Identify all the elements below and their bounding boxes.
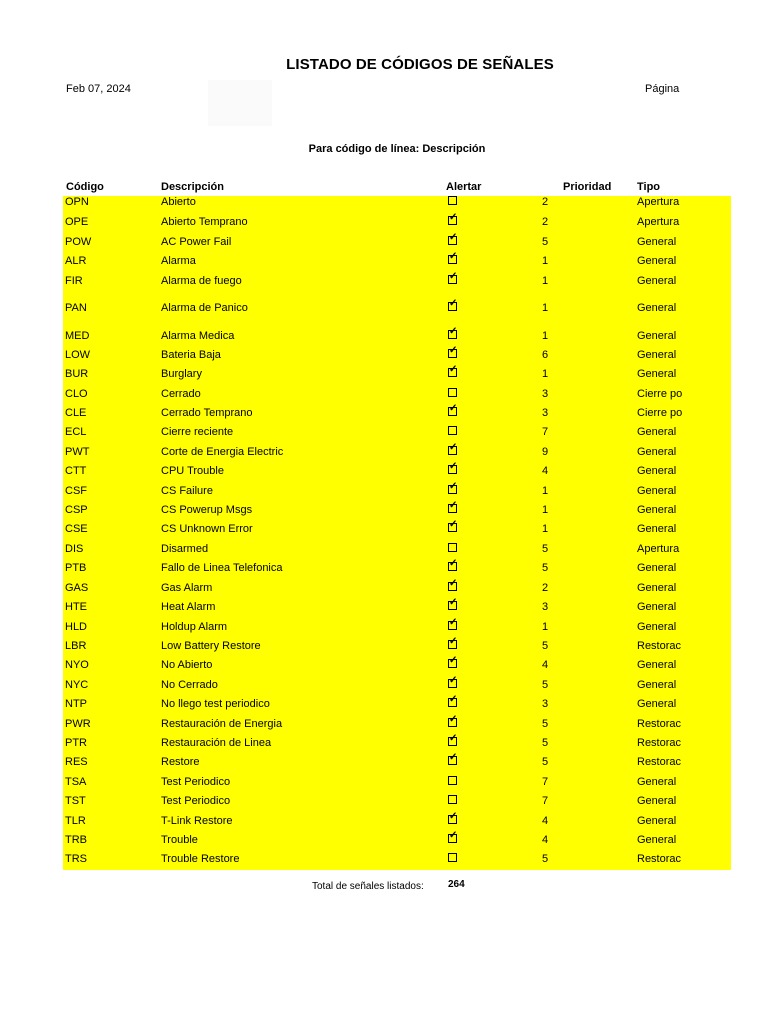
checked-checkbox-icon: ✓: [449, 597, 458, 608]
type-cell: General: [637, 601, 677, 613]
table-row: [63, 714, 731, 732]
type-cell: General: [637, 302, 677, 314]
type-cell: Restorac: [637, 737, 682, 749]
checked-checkbox-icon: ✓: [449, 403, 458, 414]
type-cell: Apertura: [637, 196, 680, 208]
table-row: [63, 232, 731, 250]
priority-cell: 3: [542, 601, 549, 613]
table-row: [63, 519, 731, 537]
empty-checkbox-icon: [448, 853, 457, 862]
code-cell: ALR: [65, 255, 87, 267]
table-row: [63, 251, 731, 269]
empty-checkbox-icon: [448, 426, 457, 435]
type-cell: General: [637, 523, 677, 535]
checked-checkbox-icon: ✓: [449, 364, 458, 375]
description-cell: Test Periodico: [161, 795, 231, 807]
code-cell: TST: [65, 795, 86, 807]
table-row: [63, 426, 731, 440]
code-cell: CSF: [65, 485, 87, 497]
description-cell: Test Periodico: [161, 776, 231, 788]
checked-checkbox-icon: ✓: [449, 442, 458, 453]
description-cell: CPU Trouble: [161, 465, 224, 477]
description-cell: Alarma: [161, 255, 196, 267]
priority-cell: 4: [542, 465, 549, 477]
page-label: Página: [645, 83, 680, 95]
table-row: [63, 212, 731, 230]
table-row: [63, 830, 731, 848]
table-row: [63, 481, 731, 499]
description-cell: CS Failure: [161, 485, 213, 497]
description-cell: Restore: [161, 756, 200, 768]
priority-cell: 2: [542, 196, 549, 208]
type-cell: General: [637, 236, 677, 248]
type-cell: General: [637, 275, 677, 287]
empty-checkbox-icon: [448, 795, 457, 804]
checked-checkbox-icon: ✓: [449, 500, 458, 511]
table-row: [63, 345, 731, 363]
description-cell: Heat Alarm: [161, 601, 216, 613]
description-cell: Cierre reciente: [161, 426, 234, 438]
description-cell: Burglary: [161, 368, 202, 380]
code-cell: GAS: [65, 582, 89, 594]
checked-checkbox-icon: ✓: [449, 694, 458, 705]
type-cell: General: [637, 659, 677, 671]
description-cell: Alarma de Panico: [161, 302, 248, 314]
description-cell: CS Unknown Error: [161, 523, 253, 535]
priority-cell: 1: [542, 255, 549, 267]
code-cell: TRS: [65, 853, 87, 865]
type-cell: General: [637, 465, 677, 477]
priority-cell: 2: [542, 582, 549, 594]
type-cell: General: [637, 582, 677, 594]
code-cell: LBR: [65, 640, 87, 652]
priority-cell: 5: [542, 236, 549, 248]
description-cell: T-Link Restore: [161, 815, 233, 827]
description-cell: Restauración de Linea: [161, 737, 272, 749]
code-cell: CTT: [65, 465, 87, 477]
priority-cell: 5: [542, 562, 549, 574]
report-date: Feb 07, 2024: [66, 83, 131, 95]
type-cell: Restorac: [637, 718, 682, 730]
type-cell: General: [637, 426, 677, 438]
code-cell: BUR: [65, 368, 89, 380]
table-row: [63, 271, 731, 289]
table-row: [63, 388, 731, 402]
code-cell: NTP: [65, 698, 87, 710]
type-cell: General: [637, 795, 677, 807]
table-row: [63, 636, 731, 654]
code-cell: NYC: [65, 679, 89, 691]
checked-checkbox-icon: ✓: [449, 811, 458, 822]
description-cell: Alarma de fuego: [161, 275, 242, 287]
code-cell: CLO: [65, 388, 88, 400]
type-cell: Restorac: [637, 640, 682, 652]
type-cell: General: [637, 776, 677, 788]
code-cell: HLD: [65, 621, 88, 633]
type-cell: General: [637, 485, 677, 497]
description-cell: No Abierto: [161, 659, 213, 671]
type-cell: General: [637, 446, 677, 458]
type-cell: Apertura: [637, 216, 680, 228]
empty-checkbox-icon: [448, 776, 457, 785]
description-cell: Low Battery Restore: [161, 640, 261, 652]
description-cell: CS Powerup Msgs: [161, 504, 253, 516]
table-row: [63, 617, 731, 635]
code-cell: PTB: [65, 562, 87, 574]
table-row: [63, 442, 731, 460]
code-cell: TLR: [65, 815, 86, 827]
table-row: [63, 776, 731, 790]
report-subtitle: Para código de línea: Descripción: [308, 143, 486, 155]
table-row: [63, 811, 731, 829]
checked-checkbox-icon: ✓: [449, 251, 458, 262]
column-header-description: Descripción: [161, 181, 224, 193]
total-value: 264: [448, 879, 465, 890]
code-cell: NYO: [65, 659, 89, 671]
empty-checkbox-icon: [448, 543, 457, 552]
type-cell: Apertura: [637, 543, 680, 555]
table-row: [63, 655, 731, 673]
table-row: [63, 578, 731, 596]
column-header-type: Tipo: [637, 181, 661, 193]
table-row: [63, 795, 731, 809]
table-row: [63, 558, 731, 576]
priority-cell: 7: [542, 776, 549, 788]
checked-checkbox-icon: ✓: [449, 519, 458, 530]
checked-checkbox-icon: ✓: [449, 212, 458, 223]
priority-cell: 9: [542, 446, 549, 458]
type-cell: General: [637, 834, 677, 846]
checked-checkbox-icon: ✓: [449, 830, 458, 841]
signal-codes-table: [63, 196, 731, 870]
type-cell: Cierre po: [637, 407, 683, 419]
table-row: [63, 326, 731, 344]
code-cell: CSP: [65, 504, 88, 516]
faded-logo-area: [208, 80, 272, 126]
column-header-priority: Prioridad: [563, 181, 612, 193]
priority-cell: 1: [542, 368, 549, 380]
priority-cell: 4: [542, 815, 549, 827]
checked-checkbox-icon: ✓: [449, 461, 458, 472]
description-cell: Gas Alarm: [161, 582, 213, 594]
type-cell: General: [637, 621, 677, 633]
description-cell: No Cerrado: [161, 679, 218, 691]
type-cell: General: [637, 504, 677, 516]
description-cell: Corte de Energia Electric: [161, 446, 284, 458]
description-cell: Restauración de Energia: [161, 718, 283, 730]
checked-checkbox-icon: ✓: [449, 481, 458, 492]
code-cell: OPN: [65, 196, 89, 208]
description-cell: No llego test periodico: [161, 698, 270, 710]
table-row: [63, 403, 731, 421]
code-cell: LOW: [65, 349, 91, 361]
priority-cell: 4: [542, 659, 549, 671]
checked-checkbox-icon: ✓: [449, 714, 458, 725]
checked-checkbox-icon: ✓: [449, 617, 458, 628]
checked-checkbox-icon: ✓: [449, 326, 458, 337]
checked-checkbox-icon: ✓: [449, 636, 458, 647]
priority-cell: 5: [542, 756, 549, 768]
type-cell: General: [637, 815, 677, 827]
table-row: [63, 364, 731, 382]
description-cell: Abierto: [161, 196, 196, 208]
checked-checkbox-icon: ✓: [449, 298, 458, 309]
description-cell: Trouble Restore: [161, 853, 240, 865]
checked-checkbox-icon: ✓: [449, 271, 458, 282]
priority-cell: 3: [542, 407, 549, 419]
empty-checkbox-icon: [448, 196, 457, 205]
checked-checkbox-icon: ✓: [449, 232, 458, 243]
priority-cell: 5: [542, 718, 549, 730]
table-row: [63, 461, 731, 479]
code-cell: MED: [65, 330, 90, 342]
code-cell: PWR: [65, 718, 91, 730]
report-title: LISTADO DE CÓDIGOS DE SEÑALES: [286, 56, 554, 73]
code-cell: CLE: [65, 407, 87, 419]
priority-cell: 3: [542, 698, 549, 710]
priority-cell: 1: [542, 330, 549, 342]
type-cell: General: [637, 349, 677, 361]
table-row: [63, 500, 731, 518]
code-cell: PAN: [65, 302, 87, 314]
code-cell: POW: [65, 236, 92, 248]
type-cell: Restorac: [637, 756, 682, 768]
description-cell: Cerrado: [161, 388, 201, 400]
table-row: [63, 733, 731, 751]
table-row: [63, 597, 731, 615]
description-cell: Abierto Temprano: [161, 216, 248, 228]
checked-checkbox-icon: ✓: [449, 558, 458, 569]
checked-checkbox-icon: ✓: [449, 752, 458, 763]
code-cell: PTR: [65, 737, 87, 749]
code-cell: CSE: [65, 523, 88, 535]
description-cell: Cerrado Temprano: [161, 407, 253, 419]
priority-cell: 7: [542, 795, 549, 807]
description-cell: Alarma Medica: [161, 330, 235, 342]
code-cell: HTE: [65, 601, 87, 613]
priority-cell: 7: [542, 426, 549, 438]
code-cell: FIR: [65, 275, 83, 287]
table-row: [63, 853, 731, 867]
code-cell: PWT: [65, 446, 90, 458]
priority-cell: 1: [542, 485, 549, 497]
priority-cell: 1: [542, 302, 549, 314]
type-cell: General: [637, 330, 677, 342]
code-cell: TRB: [65, 834, 87, 846]
table-row: [63, 543, 731, 557]
priority-cell: 5: [542, 737, 549, 749]
column-header-alert: Alertar: [446, 181, 482, 193]
code-cell: DIS: [65, 543, 84, 555]
description-cell: Holdup Alarm: [161, 621, 228, 633]
priority-cell: 1: [542, 275, 549, 287]
priority-cell: 5: [542, 853, 549, 865]
priority-cell: 1: [542, 523, 549, 535]
code-cell: OPE: [65, 216, 89, 228]
priority-cell: 4: [542, 834, 549, 846]
description-cell: AC Power Fail: [161, 236, 232, 248]
checked-checkbox-icon: ✓: [449, 733, 458, 744]
code-cell: ECL: [65, 426, 87, 438]
table-row: [63, 752, 731, 770]
priority-cell: 1: [542, 621, 549, 633]
description-cell: Bateria Baja: [161, 349, 221, 361]
type-cell: General: [637, 368, 677, 380]
description-cell: Trouble: [161, 834, 198, 846]
type-cell: General: [637, 679, 677, 691]
priority-cell: 2: [542, 216, 549, 228]
table-row: [63, 298, 731, 316]
table-row: [63, 694, 731, 712]
priority-cell: 6: [542, 349, 549, 361]
priority-cell: 1: [542, 504, 549, 516]
type-cell: General: [637, 698, 677, 710]
column-header-code: Código: [66, 181, 104, 193]
table-row: [63, 196, 731, 210]
code-cell: TSA: [65, 776, 87, 788]
priority-cell: 5: [542, 679, 549, 691]
checked-checkbox-icon: ✓: [449, 578, 458, 589]
type-cell: Cierre po: [637, 388, 683, 400]
type-cell: Restorac: [637, 853, 682, 865]
checked-checkbox-icon: ✓: [449, 655, 458, 666]
checked-checkbox-icon: ✓: [449, 345, 458, 356]
code-cell: RES: [65, 756, 88, 768]
description-cell: Fallo de Linea Telefonica: [161, 562, 283, 574]
description-cell: Disarmed: [161, 543, 209, 555]
priority-cell: 5: [542, 640, 549, 652]
type-cell: General: [637, 255, 677, 267]
checked-checkbox-icon: ✓: [449, 675, 458, 686]
total-label: Total de señales listados:: [312, 881, 424, 892]
table-row: [63, 675, 731, 693]
priority-cell: 3: [542, 388, 549, 400]
type-cell: General: [637, 562, 677, 574]
empty-checkbox-icon: [448, 388, 457, 397]
priority-cell: 5: [542, 543, 549, 555]
